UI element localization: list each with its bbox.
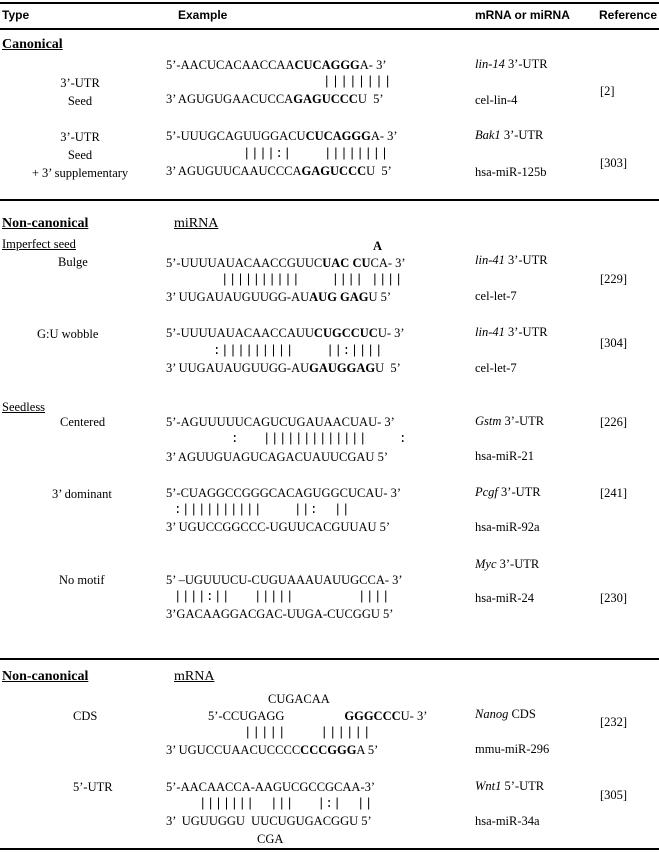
bottom-rule bbox=[0, 848, 659, 850]
mrna-sequence: 5’-UUUGCAGUUGGACUCUCAGGGA- 3’ bbox=[166, 129, 398, 143]
gene-name: lin-41 3’-UTR bbox=[475, 253, 548, 267]
mrna-sequence: 5’-UUUUAUACAACCAUUCUGCCUCU- 3’ bbox=[166, 326, 405, 340]
mrna-sequence: 5’-CCUGAGG GGGCCCU- 3’ bbox=[208, 709, 428, 723]
reference: [230] bbox=[600, 591, 628, 605]
pairing-lines: :|||||||||| ||: || bbox=[174, 503, 351, 517]
mrna-sequence: 5’-UUUUAUACAACCGUUCUAC CUCA- 3’ bbox=[166, 256, 406, 270]
type-label: Bulge bbox=[58, 255, 88, 269]
section-rule bbox=[0, 199, 659, 201]
mirna-name: hsa-miR-125b bbox=[475, 165, 547, 179]
section-subtitle: miRNA bbox=[174, 216, 219, 231]
mirna-sequence: 3’ UGUCCUAACUCCCCCCCGGGA 5’ bbox=[166, 743, 379, 757]
pairing-lines: :||||||||| ||:|||| bbox=[213, 344, 384, 358]
mirna-sequence: 3’ UGUUGGU UUCUGUGACGGU 5’ bbox=[166, 814, 372, 828]
mrna-sequence: 5’-AGUUUUUCAGUCUGAUAACUAU- 3’ bbox=[166, 415, 395, 429]
section-rule bbox=[0, 658, 659, 660]
mrna-sequence: 5’ –UGUUUCU-CUGUAAAUAUUGCCA- 3’ bbox=[166, 573, 403, 587]
bulge-nucleotide: A bbox=[373, 239, 383, 253]
reference: [305] bbox=[600, 788, 628, 802]
gene-name: Pcgf 3’-UTR bbox=[475, 485, 541, 499]
gene-name: Nanog CDS bbox=[475, 707, 536, 721]
mirna-sequence: 3’ UUGAUAUGUUGG-AUGAUGGAGU 5’ bbox=[166, 361, 401, 375]
reference: [226] bbox=[600, 415, 628, 429]
group-label-seedless: Seedless bbox=[2, 400, 46, 414]
type-label: G:U wobble bbox=[37, 327, 99, 341]
pairing-lines: |||||||| bbox=[323, 75, 393, 89]
type-label: 5’-UTR bbox=[73, 780, 113, 794]
col-header-mrna: mRNA or miRNA bbox=[475, 8, 570, 22]
mirna-sequence: 3’ AGUGUGAACUCCAGAGUCCCU 5’ bbox=[166, 92, 384, 106]
mirna-name: hsa-miR-24 bbox=[475, 591, 535, 605]
mirna-name: cel-let-7 bbox=[475, 289, 517, 303]
group-label-imperfect-seed: Imperfect seed bbox=[2, 237, 76, 251]
section-title-noncanonical: Non-canonical bbox=[2, 216, 89, 231]
type-label: 3’ dominant bbox=[52, 487, 112, 501]
mrna-sequence: 5’-AACAACCA-AAGUCGCCGCAA-3’ bbox=[166, 780, 376, 794]
type-label: + 3’ supplementary bbox=[31, 166, 129, 180]
top-rule bbox=[0, 2, 659, 4]
col-header-example: Example bbox=[178, 8, 228, 22]
type-label: No motif bbox=[59, 573, 105, 587]
gene-name: lin-14 3’-UTR bbox=[475, 57, 548, 71]
gene-name: Wnt1 5’-UTR bbox=[475, 779, 545, 793]
type-label: 3’-UTR bbox=[60, 76, 100, 90]
type-label: Seed bbox=[67, 148, 93, 162]
gene-name: Bak1 3’-UTR bbox=[475, 128, 544, 142]
mrna-sequence: 5’-CUAGGCCGGGCACAGUGGCUCAU- 3’ bbox=[166, 486, 402, 500]
mirna-name: mmu-miR-296 bbox=[475, 742, 550, 756]
mirna-name: hsa-miR-92a bbox=[475, 520, 540, 534]
reference: [2] bbox=[600, 84, 615, 98]
header-rule bbox=[0, 28, 659, 30]
reference: [232] bbox=[600, 715, 628, 729]
pairing-lines: ||||| |||||| bbox=[244, 726, 372, 740]
reference: [229] bbox=[600, 272, 628, 286]
mirna-sequence: 3’ UGUCCGGCCC-UGUUCACGUUAU 5’ bbox=[166, 520, 391, 534]
reference: [241] bbox=[600, 486, 628, 500]
col-header-reference: Reference bbox=[599, 8, 658, 22]
mirna-sequence: 3’ AGUGUUCAAUCCCAGAGUCCCU 5’ bbox=[166, 164, 392, 178]
type-label: Seed bbox=[67, 94, 93, 108]
type-label: 3’-UTR bbox=[60, 130, 100, 144]
mirna-name: hsa-miR-21 bbox=[475, 449, 535, 463]
mirna-name: cel-let-7 bbox=[475, 361, 517, 375]
gene-name: Gstm 3’-UTR bbox=[475, 414, 545, 428]
mirna-name: cel-lin-4 bbox=[475, 93, 518, 107]
pairing-lines: ||||:|| ||||| |||| bbox=[174, 590, 391, 604]
type-label: CDS bbox=[73, 709, 98, 723]
gene-name: lin-41 3’-UTR bbox=[475, 325, 548, 339]
pairing-lines: : ||||||||||||| : bbox=[231, 432, 408, 446]
col-header-type: Type bbox=[2, 8, 30, 22]
section-title-canonical: Canonical bbox=[2, 37, 63, 52]
mirna-sequence: 3’ AGUUGUAGUCAGACUAUUCGAU 5’ bbox=[166, 450, 388, 464]
pairing-lines: |||||||||| |||| |||| bbox=[221, 273, 403, 287]
mirna-name: hsa-miR-34a bbox=[475, 814, 540, 828]
section-subtitle: mRNA bbox=[174, 669, 215, 684]
pairing-lines: ||||||| ||| |:| || bbox=[199, 797, 373, 811]
gene-name: Myc 3’-UTR bbox=[475, 557, 540, 571]
type-label: Centered bbox=[60, 415, 106, 429]
loop-sequence: CUGACAA bbox=[268, 692, 330, 706]
loop-sequence: CGA bbox=[257, 832, 284, 846]
section-title-noncanonical: Non-canonical bbox=[2, 669, 89, 684]
pairing-lines: ||||:| |||||||| bbox=[243, 147, 389, 161]
reference: [304] bbox=[600, 336, 628, 350]
mirna-sequence: 3’ UUGAUAUGUUGG-AUAUG GAGU 5’ bbox=[166, 290, 392, 304]
mirna-sequence: 3’GACAAGGACGAC-UUGA-CUCGGU 5’ bbox=[166, 607, 394, 621]
mrna-sequence: 5’-AACUCACAACCAACUCAGGGA- 3’ bbox=[166, 58, 387, 72]
reference: [303] bbox=[600, 156, 628, 170]
